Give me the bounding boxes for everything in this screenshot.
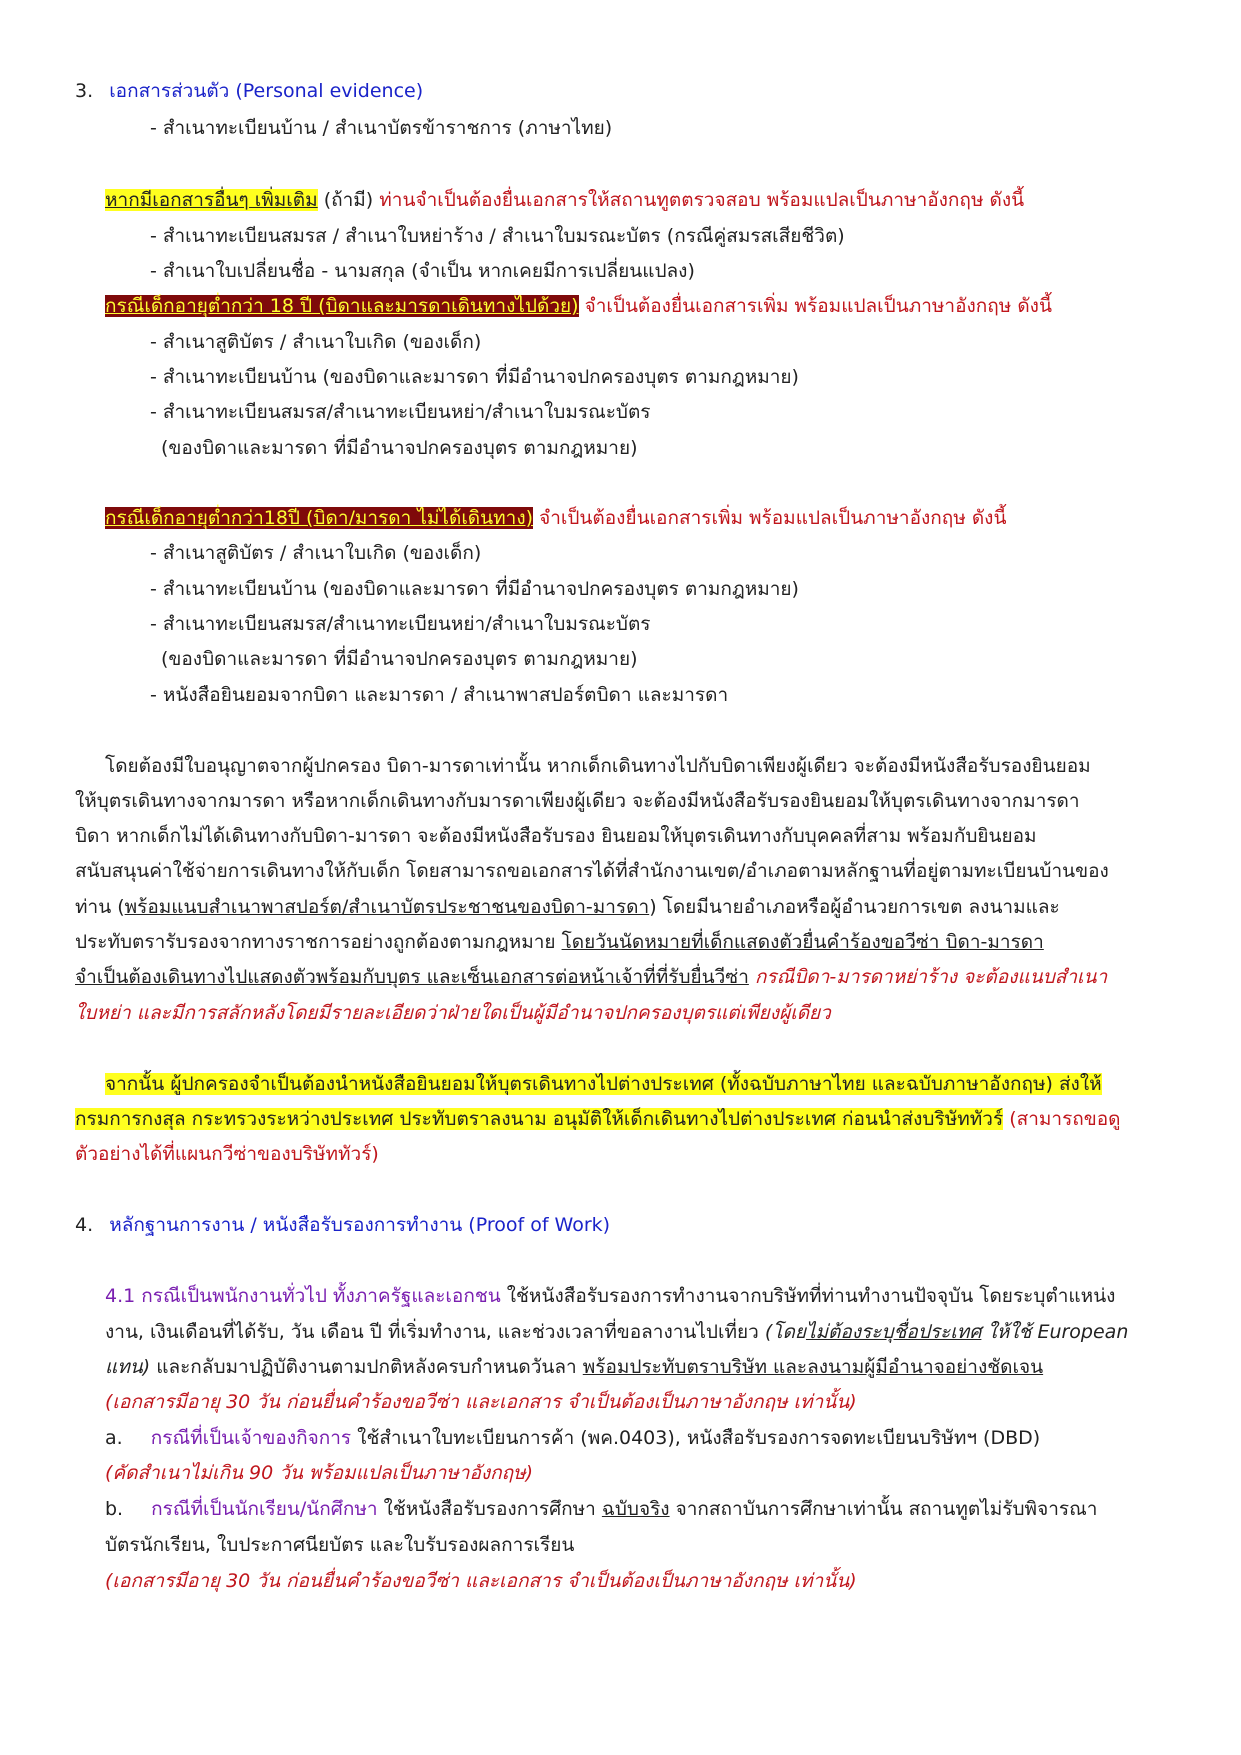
- underlined-text: พร้อมแนบสำเนาพาสปอร์ต/สำเนาบัตรประชาชนของบิดา-มารดา: [124, 896, 650, 918]
- text-run: ใช้หนังสือรับรองการทำงานจากบริษัทที่ท่านทำงานปัจจุบัน โดยระบุตำแหน่ง: [500, 1285, 1116, 1307]
- section-4-heading: [75, 1213, 610, 1239]
- paragraph-line: [105, 1320, 1128, 1346]
- bullet-item: - หนังสือยินยอมจากบิดา และมารดา / สำเนาพาสปอร์ตบิดา และมารดา: [150, 684, 729, 706]
- italic-text: ให้ใช้ European: [981, 1321, 1129, 1343]
- bullet-item: (ของบิดาและมารดา ที่มีอำนาจปกครองบุตร ตามกฎหมาย): [161, 648, 638, 670]
- note-text: (คัดสำเนาไม่เกิน 90 วัน พร้อมแปลเป็นภาษาอังกฤษ): [105, 1462, 534, 1484]
- paragraph-line: บัตรนักเรียน, ใบประกาศนียบัตร และใบรับรองผลการเรียน: [105, 1534, 575, 1556]
- red-italic-text: กรณีบิดา-มารดาหย่าร้าง จะต้องแนบสำเนา: [748, 966, 1108, 988]
- section-3-heading: [75, 79, 423, 105]
- text-run: งาน, เงินเดือนที่ได้รับ, วัน เดือน ปี ที่เริ่มทำงาน, และช่วงเวลาที่ขอลางานไปเที่ยว: [105, 1321, 765, 1343]
- paragraph-line: [105, 1426, 1040, 1452]
- instruction-text: ท่านจำเป็นต้องยื่นเอกสารให้สถานทูตตรวจสอบ พร้อมแปลเป็นภาษาอังกฤษ ดังนี้: [379, 189, 1025, 211]
- paragraph-line: [75, 1107, 1121, 1133]
- paragraph-line: [75, 895, 1060, 921]
- instruction-text: จำเป็นต้องยื่นเอกสารเพิ่ม พร้อมแปลเป็นภาษาอังกฤษ ดังนี้: [533, 507, 1007, 529]
- italic-text: แทน): [105, 1356, 151, 1378]
- highlight-text: กรมการกงสุล กระทรวงระหว่างประเทศ ประทับตราลงนาม อนุมัติให้เด็กเดินทางไปต่างประเทศ ก่อนนำส่งบริษัททัวร์: [75, 1108, 1004, 1130]
- section-number: 4.: [75, 1214, 94, 1236]
- paragraph-line: [105, 1355, 1043, 1381]
- bullet-item: - สำเนาใบเปลี่ยนชื่อ - นามสกุล (จำเป็น หากเคยมีการเปลี่ยนแปลง): [150, 260, 695, 282]
- underlined-text: ฉบับจริง: [601, 1498, 670, 1520]
- paragraph-line: [105, 1284, 1115, 1310]
- paragraph-line: สนับสนุนค่าใช้จ่ายการเดินทางให้กับเด็ก โดยสามารถขอเอกสารได้ที่สำนักงานเขต/อำเภอตามหลักฐานที่อยู่ตามทะเบียนบ้านของ: [75, 860, 1109, 882]
- text-run: และกลับมาปฏิบัติงานตามปกติหลังครบกำหนดวันลา: [150, 1356, 583, 1378]
- section-title: หลักฐานการงาน / หนังสือรับรองการทำงาน (Proof of Work): [109, 1214, 611, 1236]
- note-text: (เอกสารมีอายุ 30 วัน ก่อนยื่นคำร้องขอวีซ่า และเอกสาร จำเป็นต้องเป็นภาษาอังกฤษ เท่านั้น): [105, 1391, 857, 1413]
- paragraph-line: บิดา หากเด็กไม่ได้เดินทางกับบิดา-มารดา จะต้องมีหนังสือรับรอง ยินยอมให้บุตรเดินทางกับบุคคลที่สาม พร้อมกับยินยอม: [75, 825, 1037, 847]
- minor-case-2-line: [105, 506, 1006, 532]
- extra-docs-line: [105, 188, 1024, 214]
- paragraph-line: ให้บุตรเดินทางจากมารดา หรือหากเด็กเดินทางกับมารดาเพียงผู้เดียว จะต้องมีหนังสือรับรองยินยอมให้บุตรเดินทางจากมารดา: [75, 790, 1080, 812]
- highlight-text: กรณีเด็กอายุต่ำกว่า18ปี (บิดา/มารดา ไม่ได้เดินทาง): [105, 507, 534, 529]
- highlight-text: กรณีเด็กอายุต่ำกว่า 18 ปี (บิดาและมารดาเดินทางไปด้วย): [105, 295, 579, 317]
- list-marker: a.: [105, 1427, 123, 1449]
- paragraph-line: ใบหย่า และมีการสลักหลังโดยมีรายละเอียดว่าฝ่ายใดเป็นผู้มีอำนาจปกครองบุตรแต่เพียงผู้เดียว: [75, 1002, 831, 1024]
- text-run: ใช้สำเนาใบทะเบียนการค้า (พค.0403), หนังสือรับรองการจดทะเบียนบริษัทฯ (DBD): [351, 1427, 1041, 1449]
- italic-underlined-text: ไม่ต้องระบุชื่อประเทศ: [805, 1321, 982, 1343]
- bullet-item: - สำเนาทะเบียนสมรส/สำเนาทะเบียนหย่า/สำเนาใบมรณะบัตร: [150, 613, 651, 635]
- underlined-text: โดยวันนัดหมายที่เด็กแสดงตัวยื่นคำร้องขอวีซ่า บิดา-มารดา: [561, 931, 1044, 953]
- text-run: ประทับตรารับรองจากทางราชการอย่างถูกต้องตามกฎหมาย: [75, 931, 562, 953]
- highlight-text: หากมีเอกสารอื่นๆ เพิ่มเติม: [105, 189, 318, 211]
- text-run: ) โดยมีนายอำเภอหรือผู้อำนวยการเขต ลงนามและ: [649, 896, 1060, 918]
- paragraph-line: [75, 930, 1044, 956]
- bullet-item: - สำเนาทะเบียนสมรส/สำเนาทะเบียนหย่า/สำเนาใบมรณะบัตร: [150, 401, 651, 423]
- section-title: เอกสารส่วนตัว (Personal evidence): [109, 80, 424, 102]
- underlined-text: จำเป็นต้องเดินทางไปแสดงตัวพร้อมกับบุตร และเซ็นเอกสารต่อหน้าเจ้าที่ที่รับยื่นวีซ่า: [75, 966, 749, 988]
- text-run: ท่าน (: [75, 896, 125, 918]
- text-run: ใช้หนังสือรับรองการศึกษา: [377, 1498, 602, 1520]
- paragraph-line: [105, 1497, 1097, 1523]
- bullet-item: - สำเนาทะเบียนบ้าน (ของบิดาและมารดา ที่มีอำนาจปกครองบุตร ตามกฎหมาย): [150, 366, 799, 388]
- case-label: กรณีที่เป็นนักเรียน/นักศึกษา: [151, 1498, 378, 1520]
- bullet-item: - สำเนาทะเบียนสมรส / สำเนาใบหย่าร้าง / สำเนาใบมรณะบัตร (กรณีคู่สมรสเสียชีวิต): [150, 225, 845, 247]
- paragraph-line: โดยต้องมีใบอนุญาตจากผู้ปกครอง บิดา-มารดาเท่านั้น หากเด็กเดินทางไปกับบิดาเพียงผู้เดียว จะต้องมีหนังสือรับรองยินยอม: [105, 755, 1091, 777]
- red-text: (สามารถขอดู: [1003, 1108, 1121, 1130]
- list-marker: b.: [105, 1498, 124, 1520]
- bullet-item: (ของบิดาและมารดา ที่มีอำนาจปกครองบุตร ตามกฎหมาย): [161, 437, 638, 459]
- bullet-item: - สำเนาสูติบัตร / สำเนาใบเกิด (ของเด็ก): [150, 542, 482, 564]
- case-label: 4.1 กรณีเป็นพนักงานทั่วไป ทั้งภาครัฐและเอกชน: [105, 1285, 501, 1307]
- paragraph-line: ตัวอย่างได้ที่แผนกวีซ่าของบริษัททัวร์): [75, 1143, 379, 1165]
- bullet-item: - สำเนาทะเบียนบ้าน / สำเนาบัตรข้าราชการ (ภาษาไทย): [150, 117, 613, 139]
- underlined-text: พร้อมประทับตราบริษัท และลงนามผู้มีอำนาจอย่างชัดเจน: [582, 1356, 1044, 1378]
- highlight-text: จากนั้น ผู้ปกครองจำเป็นต้องนำหนังสือยินยอมให้บุตรเดินทางไปต่างประเทศ (ทั้งฉบับภาษาไทย และฉบับภาษาอังกฤษ) ส่งให้: [105, 1073, 1102, 1095]
- section-number: 3.: [75, 80, 94, 102]
- note-text: (เอกสารมีอายุ 30 วัน ก่อนยื่นคำร้องขอวีซ่า และเอกสาร จำเป็นต้องเป็นภาษาอังกฤษ เท่านั้น): [105, 1570, 857, 1592]
- optional-note: (ถ้ามี): [317, 189, 380, 211]
- paragraph-line: [105, 1072, 1102, 1098]
- italic-text: (โดย: [764, 1321, 806, 1343]
- instruction-text: จำเป็นต้องยื่นเอกสารเพิ่ม พร้อมแปลเป็นภาษาอังกฤษ ดังนี้: [578, 295, 1052, 317]
- text-run: จากสถาบันการศึกษาเท่านั้น สถานทูตไม่รับพิจารณา: [669, 1498, 1098, 1520]
- paragraph-line: [75, 965, 1107, 991]
- bullet-item: - สำเนาสูติบัตร / สำเนาใบเกิด (ของเด็ก): [150, 331, 482, 353]
- minor-case-1-line: [105, 294, 1052, 320]
- bullet-item: - สำเนาทะเบียนบ้าน (ของบิดาและมารดา ที่มีอำนาจปกครองบุตร ตามกฎหมาย): [150, 578, 799, 600]
- case-label: กรณีที่เป็นเจ้าของกิจการ: [150, 1427, 352, 1449]
